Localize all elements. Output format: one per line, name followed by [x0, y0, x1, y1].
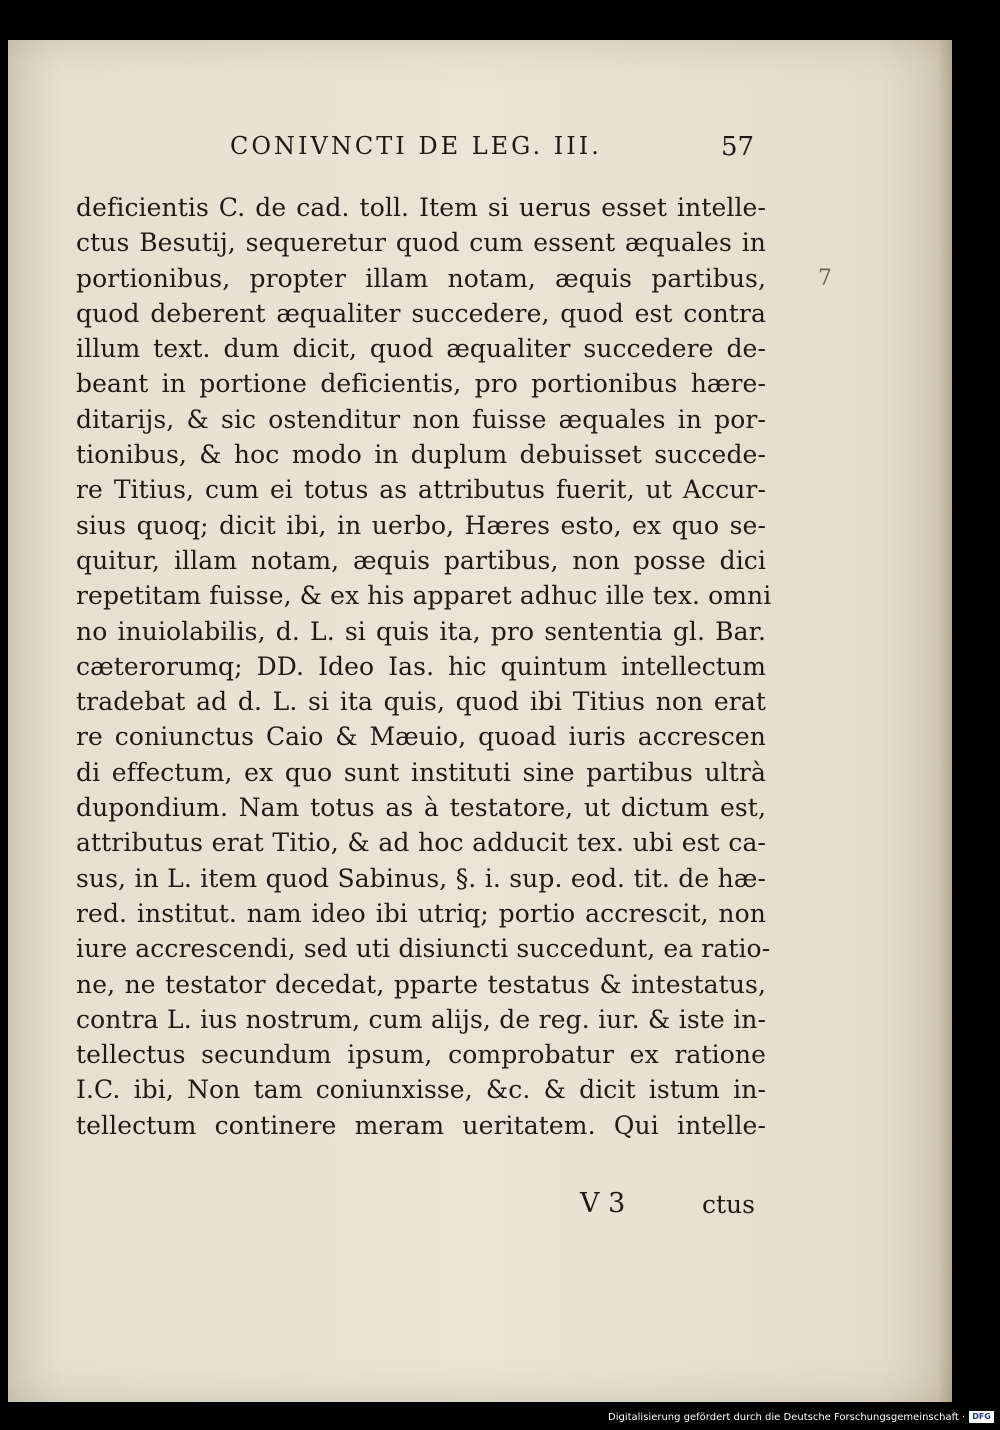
text-line: re coniunctus Caio & Mæuio, quoad iuris accrescen [76, 722, 766, 752]
text-line: quod deberent æqualiter succedere, quod est contra [76, 298, 766, 328]
catchword: ctus [702, 1190, 755, 1219]
text-line: quitur, illam notam, æquis partibus, non posse dici [76, 545, 766, 575]
footer-text: Digitalisierung gefördert durch die Deutsche Forschungsgemeinschaft · [608, 1411, 966, 1423]
text-line: I.C. ibi, Non tam coniunxisse, &c. & dicit istum in- [76, 1075, 766, 1105]
text-line: tellectus secundum ipsum, comprobatur ex ratione [76, 1040, 766, 1070]
text-line: beant in portione deficientis, pro portionibus hære- [76, 369, 766, 399]
text-line: contra L. ius nostrum, cum alijs, de reg. iur. & iste in- [76, 1004, 766, 1034]
text-line: deficientis C. de cad. toll. Item si uerus esset intelle- [76, 193, 766, 222]
text-line: no inuiolabilis, d. L. si quis ita, pro sententia gl. Bar. [76, 616, 766, 646]
text-line: red. institut. nam ideo ibi utriq; portio accrescit, non [76, 898, 766, 928]
text-line: iure accrescendi, sed uti disiuncti succedunt, ea ratio- [76, 934, 771, 964]
digitization-footer [608, 1411, 994, 1423]
folio-number: 57 [721, 132, 755, 162]
text-line: ctus Besutij, sequeretur quod cum essent æquales in [76, 228, 766, 258]
text-line: tionibus, & hoc modo in duplum debuisset succede- [76, 440, 766, 470]
text-line: attributus erat Titio, & ad hoc adducit tex. ubi est ca- [76, 828, 766, 858]
running-head: CONIVNCTI DE LEG. III. [230, 132, 602, 160]
dfg-logo-icon: DFG [969, 1411, 994, 1423]
text-line: tellectum continere meram ueritatem. Qui intelle- [76, 1110, 766, 1140]
text-line: sus, in L. item quod Sabinus, §. i. sup. eod. tit. de hæ- [76, 863, 766, 893]
signature-mark: V 3 [580, 1188, 626, 1219]
text-line: illum text. dum dicit, quod æqualiter succedere de- [76, 334, 766, 364]
page-edge-shadow [938, 40, 952, 1402]
text-line: ditarijs, & sic ostenditur non fuisse æquales in por- [76, 404, 766, 434]
text-line: ne, ne testator decedat, pparte testatus & intestatus, [76, 969, 766, 999]
text-line: repetitam fuisse, & ex his apparet adhuc ille tex. omni [76, 581, 772, 611]
margin-mark: 7 [818, 266, 832, 291]
text-line: re Titius, cum ei totus as attributus fuerit, ut Accur- [76, 475, 766, 505]
text-line: dupondium. Nam totus as à testatore, ut dictum est, [76, 793, 766, 823]
scanned-page [8, 40, 952, 1402]
text-line: di effectum, ex quo sunt instituti sine partibus ultrà [76, 757, 766, 787]
text-line: tradebat ad d. L. si ita quis, quod ibi Titius non erat [76, 687, 766, 717]
text-line: sius quoq; dicit ibi, in uerbo, Hæres esto, ex quo se- [76, 510, 766, 540]
text-line: portionibus, propter illam notam, æquis partibus, [76, 263, 766, 293]
text-line: cæterorumq; DD. Ideo Ias. hic quintum intellectum [76, 651, 766, 681]
body-text [76, 190, 772, 1143]
